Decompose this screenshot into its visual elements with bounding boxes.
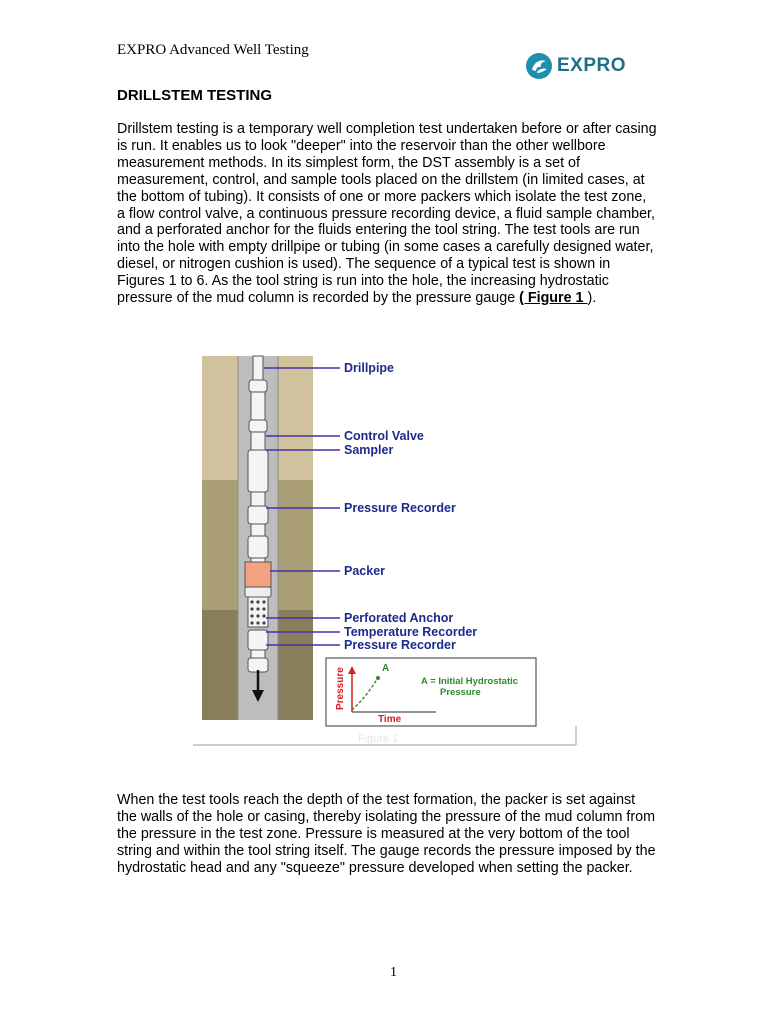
dst-figure <box>192 352 578 747</box>
figure-caption: Figure 1 <box>358 733 399 745</box>
figure-1-open-paren: ( <box>519 290 528 307</box>
label-pressure-recorder-2: Pressure Recorder <box>344 638 456 652</box>
figure-1-link[interactable]: Figure 1 <box>527 290 588 307</box>
page-number: 1 <box>390 965 397 980</box>
document-header-title: EXPRO Advanced Well Testing <box>117 42 309 58</box>
inset-x-label: Time <box>378 714 402 725</box>
label-packer: Packer <box>344 564 386 578</box>
dst-diagram <box>192 352 578 747</box>
label-drillpipe: Drillpipe <box>344 361 395 375</box>
pressure-time-inset <box>326 658 536 726</box>
inset-legend-line1: A = Initial Hydrostatic <box>421 676 519 687</box>
figure-1-close-paren: ). <box>587 290 597 307</box>
label-sampler: Sampler <box>344 443 394 457</box>
label-temperature-recorder: Temperature Recorder <box>344 625 478 639</box>
label-control-valve: Control Valve <box>344 429 424 443</box>
inset-point-label: A <box>382 663 390 674</box>
inset-y-label: Pressure <box>335 667 346 710</box>
section-heading: DRILLSTEM TESTING <box>117 87 272 104</box>
expro-logo-icon <box>525 52 553 80</box>
intro-paragraph-text: Drillstem testing is a temporary well completion test undertaken before or after casing is run. It enables us to look "deeper" into the reservoir than the other wellbore measurement methods. In its simplest form, the DST assembly is a set of measurement, control, and sample tools placed on the drillstem (in limited cases, at the bottom of tubing). It consists of one or more packers which isolate the test zone, a flow control valve, a continuous pressure recording device, a fluid sample chamber, and a perforated anchor for the fluids entering the tool string. The test tools are run into the hole with empty drillpipe or tubing (in some cases a carefully designed water, diesel, or nitrogen cushion is used). The sequence of a typical test is shown in Figures 1 to 6. As the tool string is run into the hole, the increasing hydrostatic pressure of the mud column is recorded by the pressure gauge <box>117 121 657 307</box>
packer-set-paragraph: When the test tools reach the depth of the test formation, the packer is set against the walls of the hole or casing, thereby isolating the pressure of the mud column from the pressure in the test zone. Pressure is measured at the very bottom of the tool string and within the tool string itself. The gauge records the pressure imposed by the hydrostatic head and any "squeeze" pressure developed when setting the packer. <box>117 792 656 876</box>
inset-point-a <box>376 676 380 680</box>
inset-legend-line2: Pressure <box>440 687 481 698</box>
label-perforated-anchor: Perforated Anchor <box>344 611 454 625</box>
packer-element <box>245 562 271 587</box>
expro-logo <box>525 52 626 80</box>
label-pressure-recorder-1: Pressure Recorder <box>344 501 456 515</box>
intro-paragraph <box>117 121 657 307</box>
expro-logo-text: EXPRO <box>557 55 627 76</box>
